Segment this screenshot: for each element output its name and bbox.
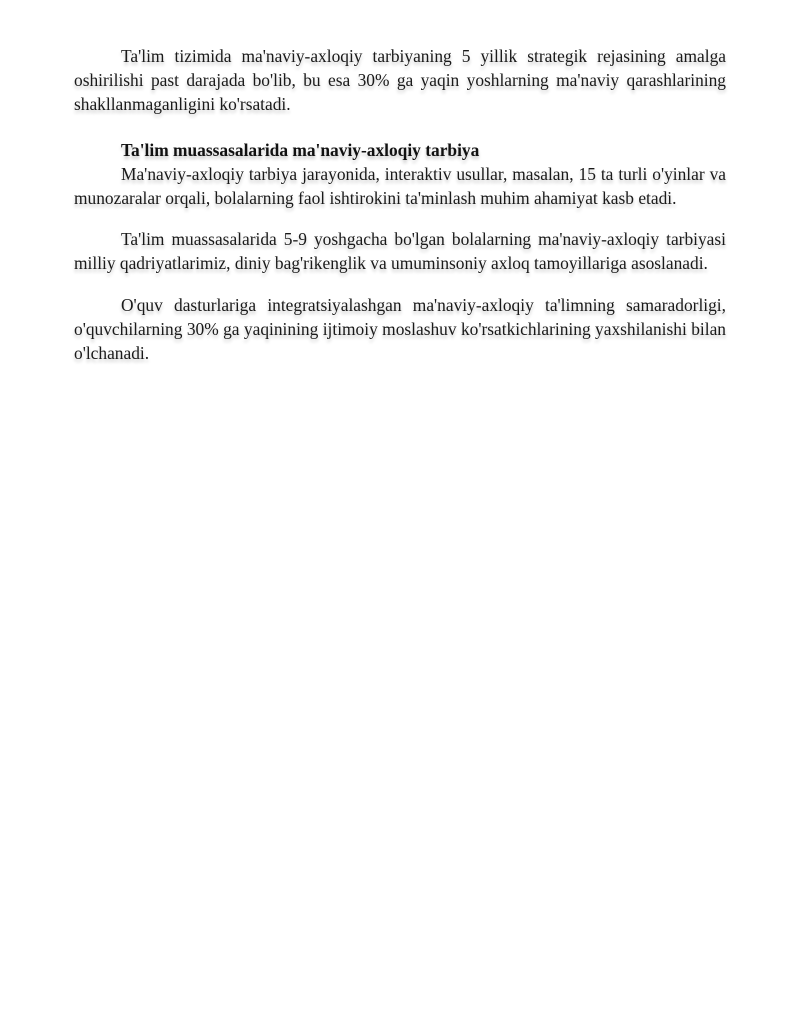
paragraph-4: O'quv dasturlariga integratsiyalashgan ma'naviy-axloqiy ta'limning samaradorligi, o'quvchilarning 30% ga yaqinining ijtimoiy moslashuv ko'rsatkichlarining yaxshilanishi bilan o'lchanadi. [74, 294, 726, 364]
paragraph-2: Ma'naviy-axloqiy tarbiya jarayonida, interaktiv usullar, masalan, 15 ta turli o'yinlar va munozaralar orqali, bolalarning faol ishtirokini ta'minlash muhim ahamiyat kasb etadi. [74, 163, 726, 209]
spacer [74, 117, 726, 138]
paragraph-3: Ta'lim muassasalarida 5-9 yoshgacha bo'lgan bolalarning ma'naviy-axloqiy tarbiyasi milliy qadriyatlarimiz, diniy bag'rikenglik va umuminsoniy axloq tamoyillariga asoslanadi. [74, 229, 726, 274]
spacer [74, 210, 726, 227]
paragraph-1: Ta'lim tizimida ma'naviy-axloqiy tarbiyaning 5 yillik strategik rejasining amalga oshirilishi past darajada bo'lib, bu esa 30% ga yaqin yoshlarning ma'naviy qarashlarining shakllanmaganligini ko'rsatadi. [74, 46, 726, 115]
spacer [74, 276, 726, 293]
section-heading: Ta'lim muassasalarida ma'naviy-axloqiy tarbiya [121, 139, 480, 160]
document-page [74, 44, 726, 365]
